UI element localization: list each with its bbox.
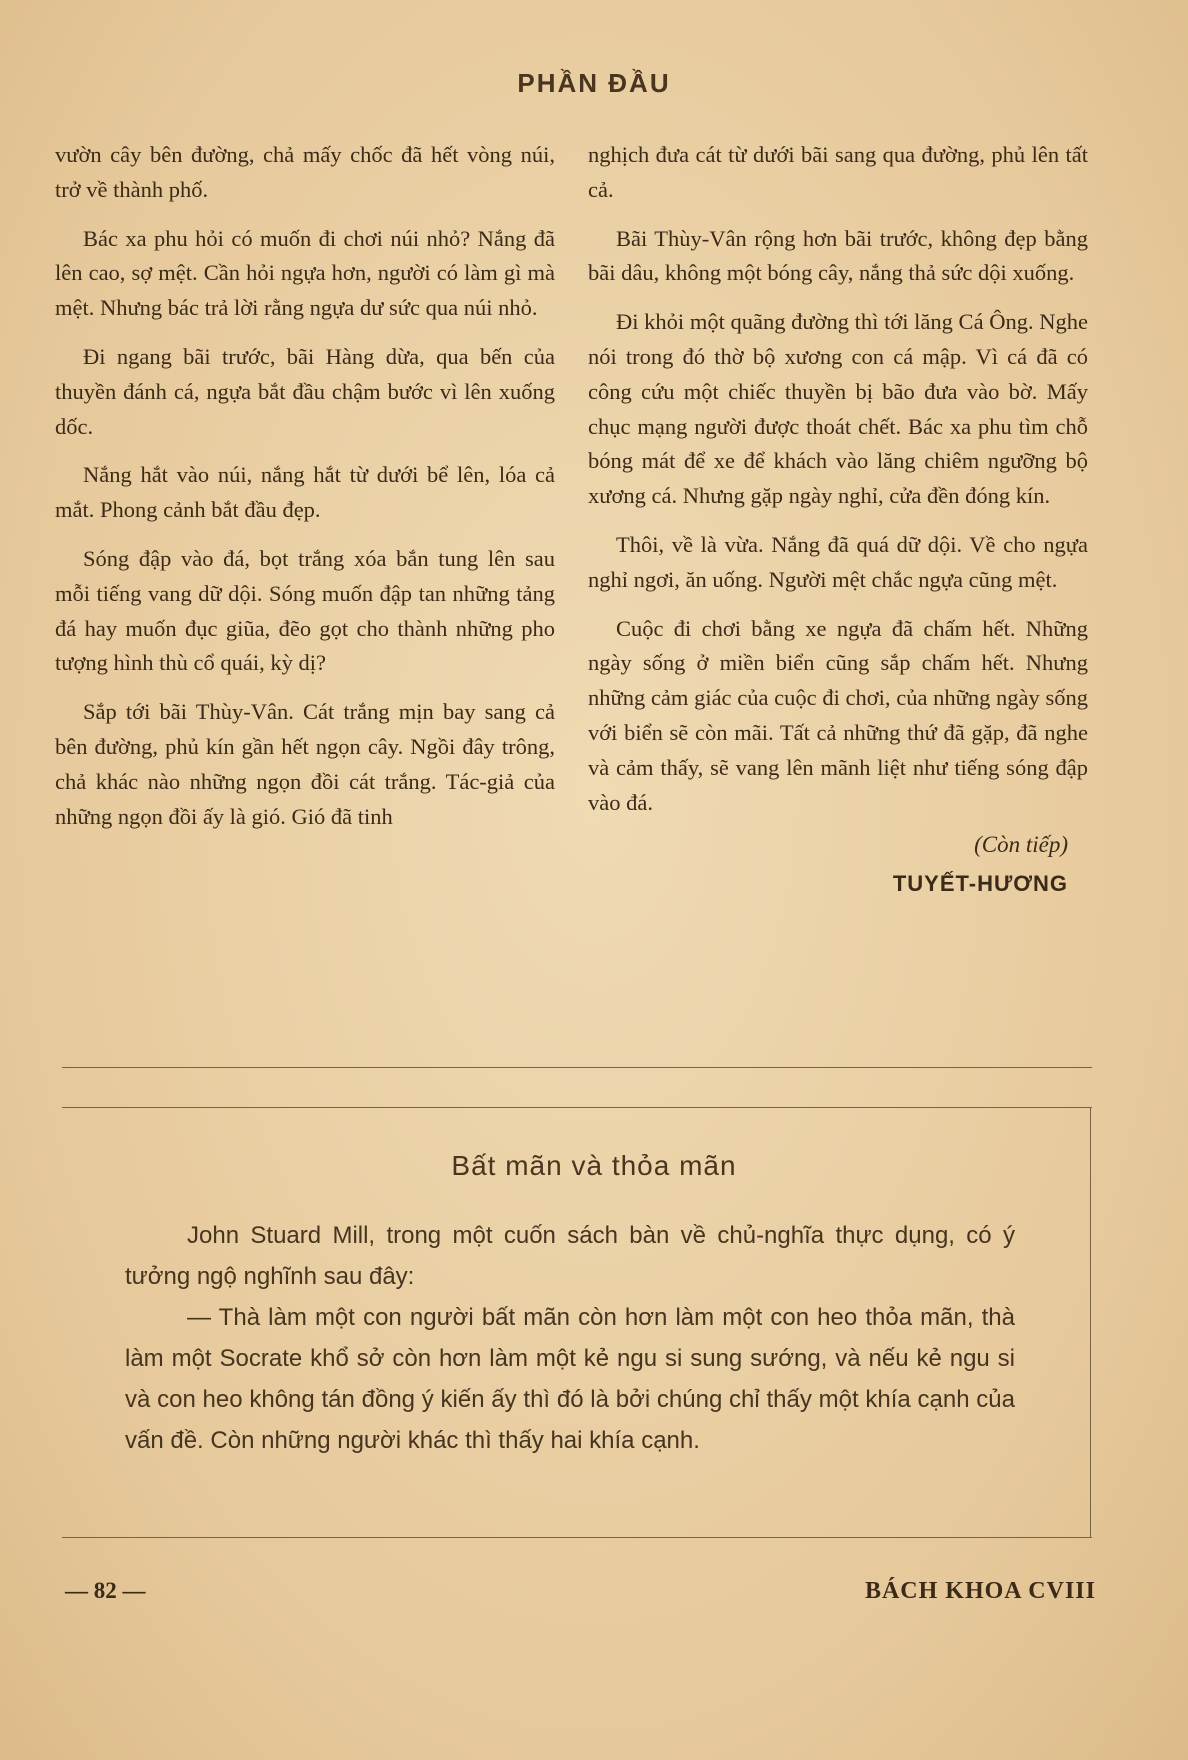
- paragraph: Đi ngang bãi trước, bãi Hàng dừa, qua bến của thuyền đánh cá, ngựa bắt đầu chậm bước vì lên xuống dốc.: [55, 343, 555, 439]
- paragraph: Sóng đập vào đá, bọt trắng xóa bắn tung lên sau mỗi tiếng vang dữ dội. Sóng muốn đập tan những tảng đá hay muốn đục giũa, đẽo gọt cho thành những pho tượng hình thù cổ quái, kỳ dị?: [55, 545, 555, 676]
- left-column: [55, 138, 555, 848]
- paragraph: Thôi, về là vừa. Nắng đã quá dữ dội. Về cho ngựa nghỉ ngơi, ăn uống. Người mệt chắc ngựa cũng mệt.: [588, 531, 1088, 592]
- paragraph: John Stuard Mill, trong một cuốn sách bàn về chủ-nghĩa thực dụng, có ý tưởng ngộ nghĩnh sau đây:: [125, 1222, 1015, 1290]
- paragraph: Đi khỏi một quãng đường thì tới lăng Cá Ông. Nghe nói trong đó thờ bộ xương con cá mập. Vì cá đã có công cứu một chiếc thuyền bị bão đưa vào bờ. Mấy chục mạng người được thoát chết. Bác xa phu tìm chỗ bóng mát để xe để khách vào lăng chiêm ngưỡng bộ xương cá. Nhưng gặp ngày nghỉ, cửa đền đóng kín.: [588, 309, 1088, 509]
- right-column: [588, 138, 1088, 902]
- paragraph: Sắp tới bãi Thùy-Vân. Cát trắng mịn bay sang cả bên đường, phủ kín gần hết ngọn cây. Ngồi đây trông, chả khác nào những ngọn đồi cát trắng. Tác-giả của những ngọn đồi ấy là gió. Gió đã tinh: [55, 699, 555, 829]
- paragraph: Cuộc đi chơi bằng xe ngựa đã chấm hết. Những ngày sống ở miền biển cũng sắp chấm hết. Nhưng những cảm giác của cuộc đi chơi, của những ngày sống với biển sẽ còn mãi. Tất cả những thứ đã gặp, đã nghe và cảm thấy, sẽ vang lên mãnh liệt như tiếng sóng đập vào đá.: [588, 615, 1088, 815]
- publication-name: BÁCH KHOA CVIII: [864, 1578, 1096, 1604]
- divider: [62, 1067, 1092, 1068]
- page-number: — 82 —: [65, 1578, 146, 1603]
- box-body: [125, 1215, 1015, 1461]
- paragraph: Nắng hắt vào núi, nắng hắt từ dưới bể lên, lóa cả mắt. Phong cảnh bắt đầu đẹp.: [55, 462, 555, 523]
- paragraph: Bãi Thùy-Vân rộng hơn bãi trước, không đẹp bằng bãi dâu, không một bóng cây, nắng thả sức dội xuống.: [588, 225, 1088, 286]
- box-top-border: [62, 1107, 1092, 1108]
- running-header: PHẦN ĐẦU: [517, 68, 671, 98]
- paragraph: — Thà làm một con người bất mãn còn hơn làm một con heo thỏa mãn, thà làm một Socrate khổ sở còn hơn làm một kẻ ngu si sung sướng, và nếu kẻ ngu si và con heo không tán đồng ý kiến ấy thì đó là bởi chúng chỉ thấy một khía cạnh của vấn đề. Còn những người khác thì thấy hai khía cạnh.: [125, 1304, 1015, 1454]
- author-name: TUYẾT-HƯƠNG: [892, 871, 1068, 897]
- paragraph: nghịch đưa cát từ dưới bãi sang qua đường, phủ lên tất cả.: [588, 142, 1088, 202]
- box-bottom-border: [62, 1537, 1092, 1538]
- paragraph: vườn cây bên đường, chả mấy chốc đã hết vòng núi, trở về thành phố.: [55, 142, 555, 202]
- continued-note: (Còn tiếp): [974, 832, 1068, 858]
- box-title: Bất mãn và thỏa mãn: [451, 1150, 737, 1181]
- paragraph: Bác xa phu hỏi có muốn đi chơi núi nhỏ? Nắng đã lên cao, sợ mệt. Cần hỏi ngựa hơn, người có làm gì mà mệt. Nhưng bác trả lời rằng ngựa dư sức qua núi nhỏ.: [55, 225, 555, 321]
